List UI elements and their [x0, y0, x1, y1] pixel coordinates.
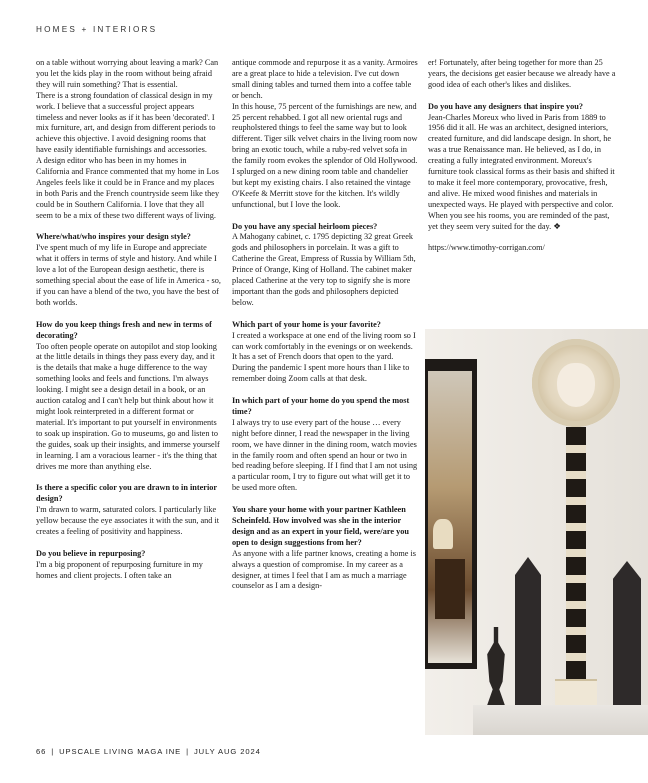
- page-number: 66: [36, 747, 47, 756]
- obelisk-right: [613, 561, 641, 709]
- question: You share your home with your partner Kathleen Scheinfeld. How involved was she in the interior design and as an expert in your field, were/are you open to design suggestions from her?: [232, 505, 409, 547]
- interior-photo: [425, 329, 648, 735]
- question: In which part of your home do you spend the most time?: [232, 396, 410, 416]
- question: Is there a specific color you are drawn to in interior design?: [36, 483, 217, 504]
- question: Which part of your home is your favorite?: [232, 319, 381, 329]
- reflected-cabinet: [435, 559, 465, 619]
- page-footer: 66 | UPSCALE LIVING MAGA INE | JULY AUG 2024: [36, 747, 261, 756]
- black-urn: [485, 627, 507, 705]
- paragraph: Too often people operate on autopilot and stop looking at the little details in things they pass every day, and it is the details that make a huge difference to the way something looks and feels and functions. I'm always looking. I might see a design detail in a book, or an auction catalog and I can't help but think about how it might look reinterpreted in a different format or material. It's important to put yourself in environments to soak up inspiration. Go to museums, go and listen to the guides, soak up their insights, and immerse yourself in learning. I am a voracious learner - it's the thing that drives me more than anything else.: [36, 341, 220, 471]
- question: Where/what/who inspires your design style?: [36, 232, 191, 242]
- paragraph: A Mahogany cabinet, c. 1795 depicting 32 great Greek gods and philosophers in porcelain. It was a gift to Catherine the Great, Empress of Russia by William 5th, Prince of Orange, King of Holland. The cabinet maker placed Catherine at the very top to signify she is more important than the gods and philosophers depicted below.: [232, 232, 416, 307]
- question: Do you have any special heirloom pieces?: [232, 221, 378, 231]
- paragraph: on a table without worrying about leaving a mark? Can you let the kids play in the room without being afraid they will ruin something? That is essential.: [36, 58, 219, 89]
- reflected-lamp: [433, 519, 453, 549]
- paragraph: I always try to use every part of the house … every night before dinner, I read the newspaper in the living room, we have dinner in the dining room, watch movies in the family room and often spend an hour or two in bed reading before sleeping. If I find that I am not using a particular room, I try to figure out what will get it to be used more often.: [232, 417, 418, 493]
- paragraph: er! Fortunately, after being together for more than 25 years, the decisions get easier because we already have a good idea of each other's likes and dislikes.: [428, 58, 616, 89]
- article-column-1: [36, 58, 222, 581]
- medallion-face: [557, 363, 595, 407]
- striped-column: [566, 427, 586, 687]
- paragraph: There is a strong foundation of classical design in my work. I believe that a successful project appears timeless and never looks as if it has been 'decorated'. I mix furniture, art, and design from different periods to achieve this objective. I avoid designing rooms that have easily identifiable furnishings and accessories.: [36, 90, 216, 155]
- issue-date: JULY AUG 2024: [193, 747, 261, 756]
- section-header: HOMES + INTERIORS: [36, 25, 158, 34]
- paragraph: I created a workspace at one end of the living room so I can work comfortably in the evenings or on weekends. It has a set of French doors that open to the yard. During the pandemic I spent more hours than I like to remember doing Zoom calls at that desk.: [232, 330, 416, 384]
- marble-table: [473, 705, 648, 735]
- website-link[interactable]: https://www.timothy-corrigan.com/: [428, 243, 545, 253]
- paragraph: A design editor who has been in my homes in California and France commented that my home in Los Angeles feels like it could be in France and my places in both Paris and the French countryside seem like they could be in Southern California. I love that they all seem to be a mix of these two different ways of living.: [36, 156, 220, 220]
- article-column-2: [232, 58, 418, 592]
- paragraph: I'm a big proponent of repurposing furniture in my homes and client projects. I often take an: [36, 559, 203, 580]
- paragraph: As anyone with a life partner knows, creating a home is always a question of compromise. In my career as a designer, at times I feel that I am as much a marriage counselor as I am a design-: [232, 548, 416, 591]
- magazine-name: UPSCALE LIVING MAGA INE: [59, 747, 182, 756]
- paragraph: antique commode and repurpose it as a vanity. Armoires are a great place to hide a television. I've cut down small dining tables and turned them into a coffee table or bench.: [232, 58, 418, 100]
- mirror: [425, 359, 477, 669]
- question: How do you keep things fresh and new in terms of decorating?: [36, 319, 212, 340]
- paragraph: In this house, 75 percent of the furnishings are new, and 25 percent rehabbed. I got all new oriental rugs and reupholstered things to feel the same way but to look different. Tiger silk velvet chairs in the living room now bring an exotic touch, while a ruby-red velvet sofa in the family room evokes the splendor of Old Hollywood. I splurged on a new dining room table and chandelier but kept my existing chairs. I also retained the vintage O'Keefe & Merritt stove for the kitchen. It's wildly unfunctional, but I love the look.: [232, 101, 418, 209]
- question: Do you believe in repurposing?: [36, 548, 146, 558]
- paragraph: Jean-Charles Moreux who lived in Paris from 1889 to 1956 did it all. He was an architect, designed interiors, created furniture, and did landscape design. In short, he was a true Renaissance man. He believed, as I do, in creating a fully integrated environment. Moreux's furniture took classical forms as their basis and shifted it to make it feel more contemporary, provocative, fresh, and alive. He mixed wood finishes and materials in unexpected ways. He played with perspective and color. When you see his rooms, you are reminded of the past, yet they seem very suited for the day. ❖: [428, 112, 615, 231]
- obelisk-left: [515, 557, 541, 707]
- article-column-3: [428, 58, 618, 254]
- mirror-reflection: [428, 371, 472, 663]
- paragraph: I've spent much of my life in Europe and appreciate what it offers in terms of style and history. And while I love a lot of the European design aesthetic, there is something special about the ease of life in America - so, if you can have a blend of the two, you have the best of both worlds.: [36, 243, 221, 307]
- paragraph: I'm drawn to warm, saturated colors. I particularly like yellow because the eye associates it with the sun, and it creates a feeling of positivity and happiness.: [36, 505, 220, 536]
- question: Do you have any designers that inspire you?: [428, 101, 584, 111]
